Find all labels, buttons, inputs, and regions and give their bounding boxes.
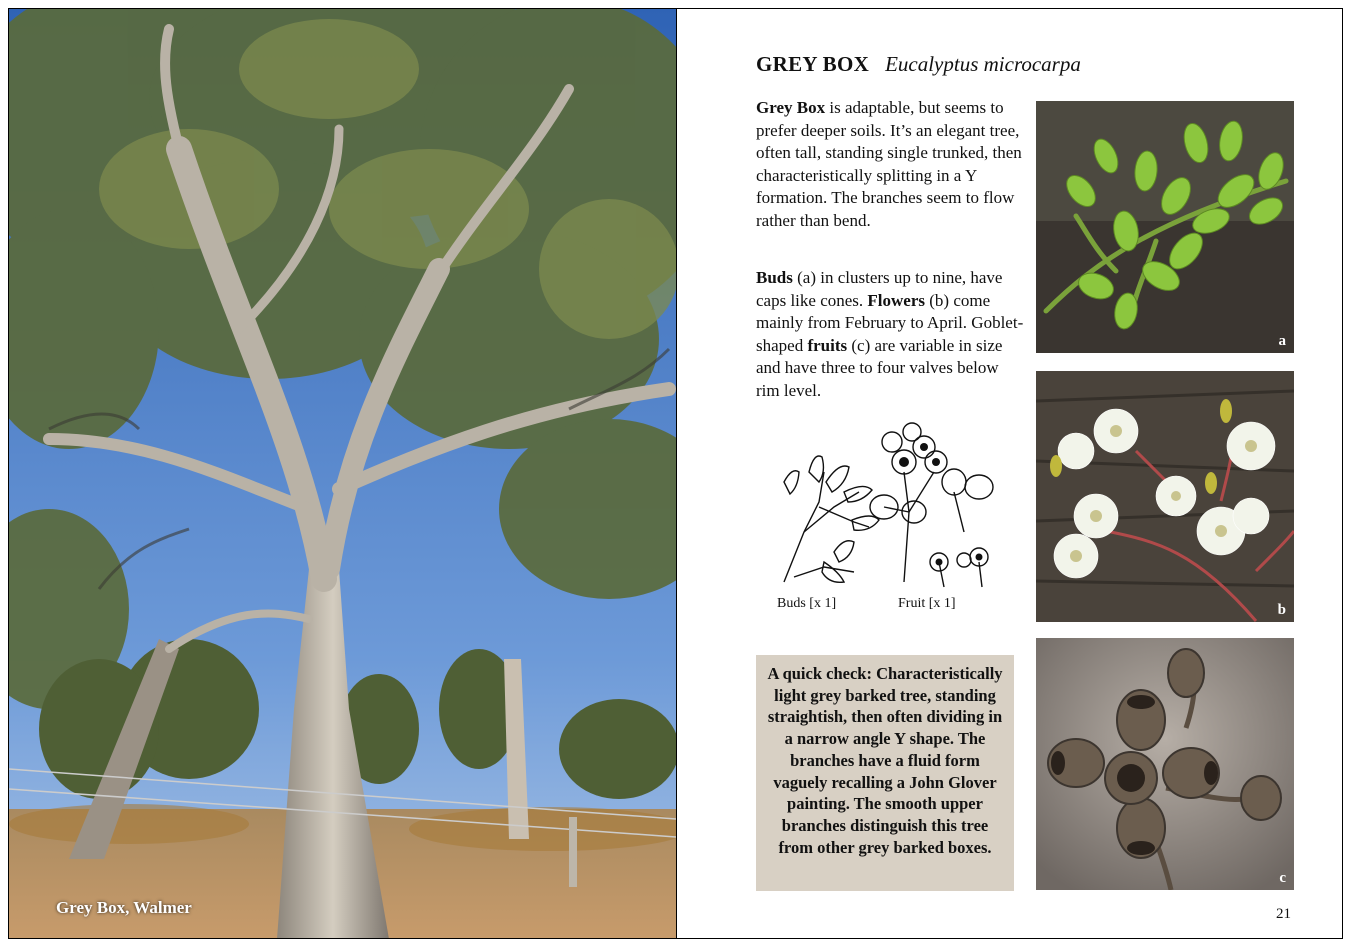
intro-lead: Grey Box xyxy=(756,98,826,117)
quick-check-box xyxy=(756,655,1014,891)
fruits-photo xyxy=(1036,638,1294,890)
photo-label-a: a xyxy=(1278,333,1286,349)
buds-fruit-sketch xyxy=(764,412,1014,592)
page-number: 21 xyxy=(1276,906,1291,922)
buds-photo xyxy=(1036,101,1294,353)
species-title xyxy=(756,52,1081,77)
fruits-label: fruits xyxy=(807,335,848,355)
quick-check-text: A quick check: Characteristically light grey barked tree, standing straightish, then often dividing in a narrow angle Y shape. The branches have a fluid form vaguely recalling a John Glover painting. The smooth upper branches distinguish this tree from other grey barked boxes. xyxy=(767,664,1003,857)
fruits-text: (c) are variable in size and have three to four valves below rim level. xyxy=(756,335,1003,400)
common-name: GREY BOX xyxy=(756,52,870,76)
intro-text: is adaptable, but seems to prefer deeper soils. It’s an elegant tree, often tall, standing single trunked, then characteristically splitting in a Y formation. The branches seem to flow rather than bend. xyxy=(756,98,1022,230)
photo-caption: Grey Box, Walmer xyxy=(56,898,192,917)
flowers-label: Flowers xyxy=(867,290,925,310)
photo-label-c: c xyxy=(1279,870,1286,886)
grey-box-tree-photo xyxy=(9,9,677,938)
photo-label-b: b xyxy=(1277,602,1286,618)
features-paragraph xyxy=(756,267,1026,403)
buds-label: Buds xyxy=(756,268,793,287)
flowers-photo xyxy=(1036,371,1294,622)
flowers-text: (b) come mainly from February to April. Goblet-shaped xyxy=(756,290,1024,355)
fruit-sketch-caption: Fruit [x 1] xyxy=(898,596,956,611)
buds-text: (a) in clusters up to nine, have caps like cones. xyxy=(756,268,1003,310)
buds-sketch-caption: Buds [x 1] xyxy=(777,596,837,611)
latin-name: Eucalyptus microcarpa xyxy=(885,52,1081,76)
intro-paragraph xyxy=(756,97,1026,233)
